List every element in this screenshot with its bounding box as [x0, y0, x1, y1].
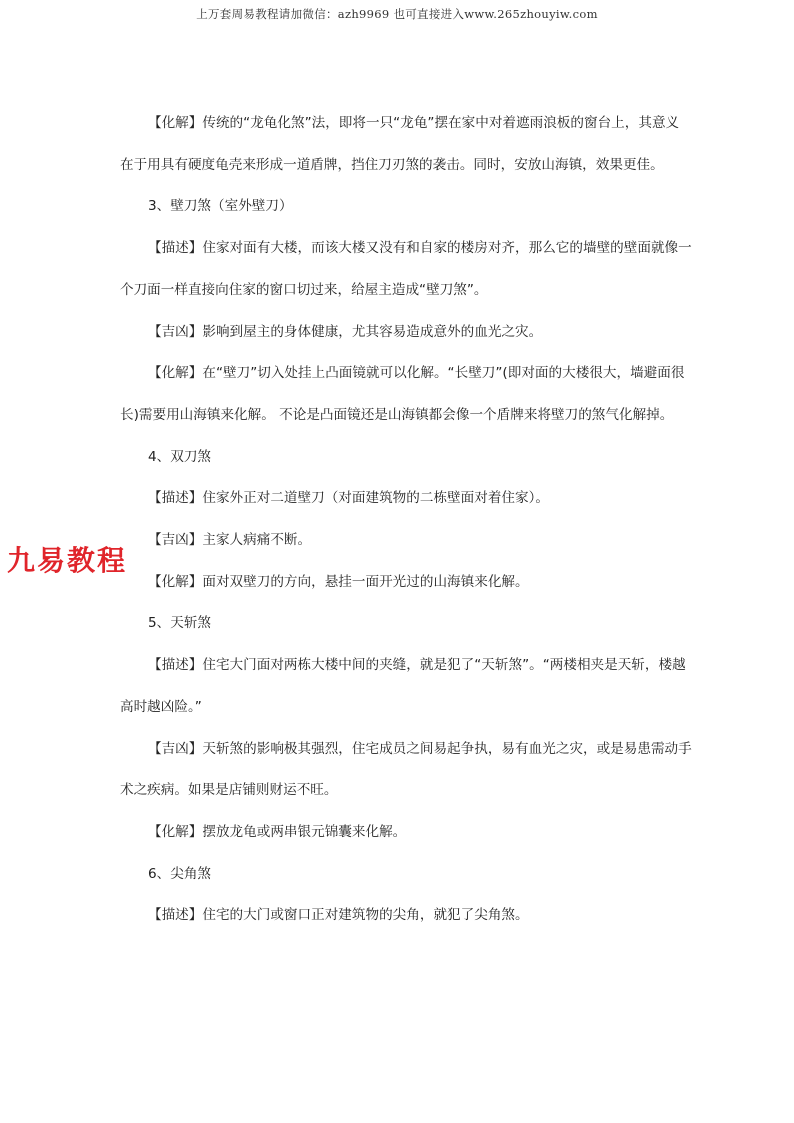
paragraph: 【吉凶】天斩煞的影响极其强烈，住宅成员之间易起争执，易有血光之灾，或是易患需动手术之疾病。如果是店铺则财运不旺。 [120, 740, 692, 799]
paragraph: 【描述】住家外正对二道壁刀（对面建筑物的二栋壁面对着住家）。 [148, 490, 550, 507]
page-header: 上万套周易教程请加微信：azh9969 也可直接进入www.265zhouyiw.com [196, 7, 598, 21]
paragraph: 【化解】传统的“龙龟化煞”法，即将一只“龙龟”摆在家中对着遮雨浪板的窗台上，其意义在于用具有硬度龟壳来形成一道盾牌，挡住刀刃煞的袭击。同时，安放山海镇，效果更佳。 [120, 115, 680, 173]
paragraph: 【吉凶】影响到屋主的身体健康，尤其容易造成意外的血光之灾。 [148, 323, 543, 340]
paragraph: 【吉凶】主家人病痛不断。 [148, 532, 312, 549]
paragraph: 【描述】住宅大门面对两栋大楼中间的夹缝，就是犯了“天斩煞”。“两楼相夹是天斩，楼越高时越凶险。” [120, 657, 686, 715]
paragraph: 【化解】摆放龙龟或两串银元锦囊来化解。 [148, 823, 407, 840]
paragraph: 【化解】面对双壁刀的方向，悬挂一面开光过的山海镇来化解。 [148, 573, 529, 590]
section-heading: 5、天斩煞 [148, 615, 212, 632]
paragraph: 【化解】在“壁刀”切入处挂上凸面镜就可以化解。“长壁刀”(即对面的大楼很大，墙避面很长)需要用山海镇来化解。 不论是凸面镜还是山海镇都会像一个盾牌来将壁刀的煞气化解掉。 [120, 365, 685, 423]
section-heading: 4、双刀煞 [148, 448, 212, 465]
section-heading: 6、尖角煞 [148, 865, 212, 882]
paragraph: 【描述】住宅的大门或窗口正对建筑物的尖角，就犯了尖角煞。 [148, 907, 529, 924]
paragraph: 【描述】住家对面有大楼，而该大楼又没有和自家的楼房对齐，那么它的墙壁的壁面就像一个刀面一样直接向住家的窗口切过来，给屋主造成“壁刀煞”。 [120, 240, 692, 298]
section-heading: 3、壁刀煞（室外壁刀） [148, 198, 293, 215]
watermark-logo: 九易教程 [7, 541, 127, 581]
document-body [120, 103, 692, 937]
